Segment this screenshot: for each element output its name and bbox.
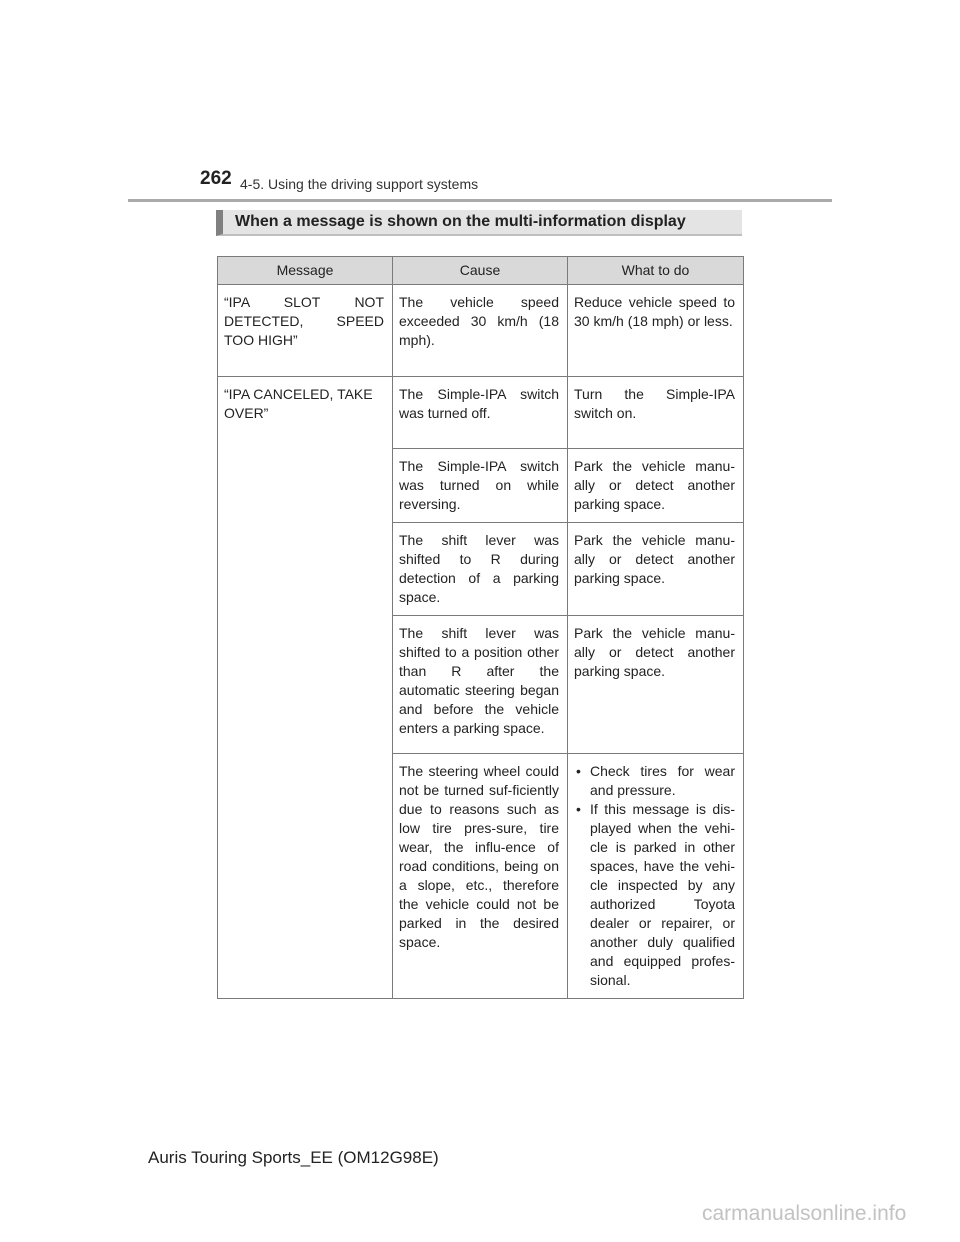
message-table <box>217 256 744 999</box>
chapter-title: 4-5. Using the driving support systems <box>240 176 479 192</box>
table-header-row <box>218 257 744 285</box>
list-item: • If this message is dis-played when the vehi-cle is parked in other spaces, have the vehi-cle inspected by any authorized Toyota dealer or repairer, or another duly qualified and equipped profes-sional. <box>574 800 735 990</box>
action-cell: Park the vehicle manu-ally or detect another parking space. <box>568 449 744 523</box>
action-bullet-list <box>574 762 735 990</box>
column-header-message: Message <box>218 257 393 285</box>
page-number: 262 <box>200 168 232 189</box>
cause-cell: The vehicle speed exceeded 30 km/h (18 mph). <box>393 285 568 377</box>
footer-model: Auris Touring Sports_EE (OM12G98E) <box>148 1148 439 1167</box>
action-cell: Park the vehicle manu-ally or detect another parking space. <box>568 523 744 616</box>
table-row <box>218 285 744 377</box>
cause-cell: The Simple-IPA switch was turned off. <box>393 377 568 449</box>
message-cell: “IPA CANCELED, TAKE OVER” <box>218 377 393 999</box>
cause-cell: The steering wheel could not be turned suf-ficiently due to reasons such as low tire pres-sure, tire wear, the influ-ence of road conditions, being on a slope, etc., therefore the vehicle could not be parked in the desired space. <box>393 754 568 999</box>
table-row <box>218 377 744 449</box>
section-heading <box>216 210 742 236</box>
message-cell: “IPA SLOT NOT DETECTED, SPEED TOO HIGH” <box>218 285 393 377</box>
cause-cell: The shift lever was shifted to R during detection of a parking space. <box>393 523 568 616</box>
column-header-cause: Cause <box>393 257 568 285</box>
action-cell: Park the vehicle manu-ally or detect another parking space. <box>568 616 744 754</box>
section-heading-text: When a message is shown on the multi-information display <box>235 213 686 230</box>
action-cell: Reduce vehicle speed to 30 km/h (18 mph) or less. <box>568 285 744 377</box>
watermark: carmanualsonline.info <box>702 1202 907 1225</box>
header-rule <box>128 199 832 202</box>
action-cell: Turn the Simple-IPA switch on. <box>568 377 744 449</box>
column-header-what-to-do: What to do <box>568 257 744 285</box>
cause-cell: The Simple-IPA switch was turned on while reversing. <box>393 449 568 523</box>
list-item: • Check tires for wear and pressure. <box>574 762 735 800</box>
action-cell <box>568 754 744 999</box>
cause-cell: The shift lever was shifted to a position other than R after the automatic steering began and before the vehicle enters a parking space. <box>393 616 568 754</box>
